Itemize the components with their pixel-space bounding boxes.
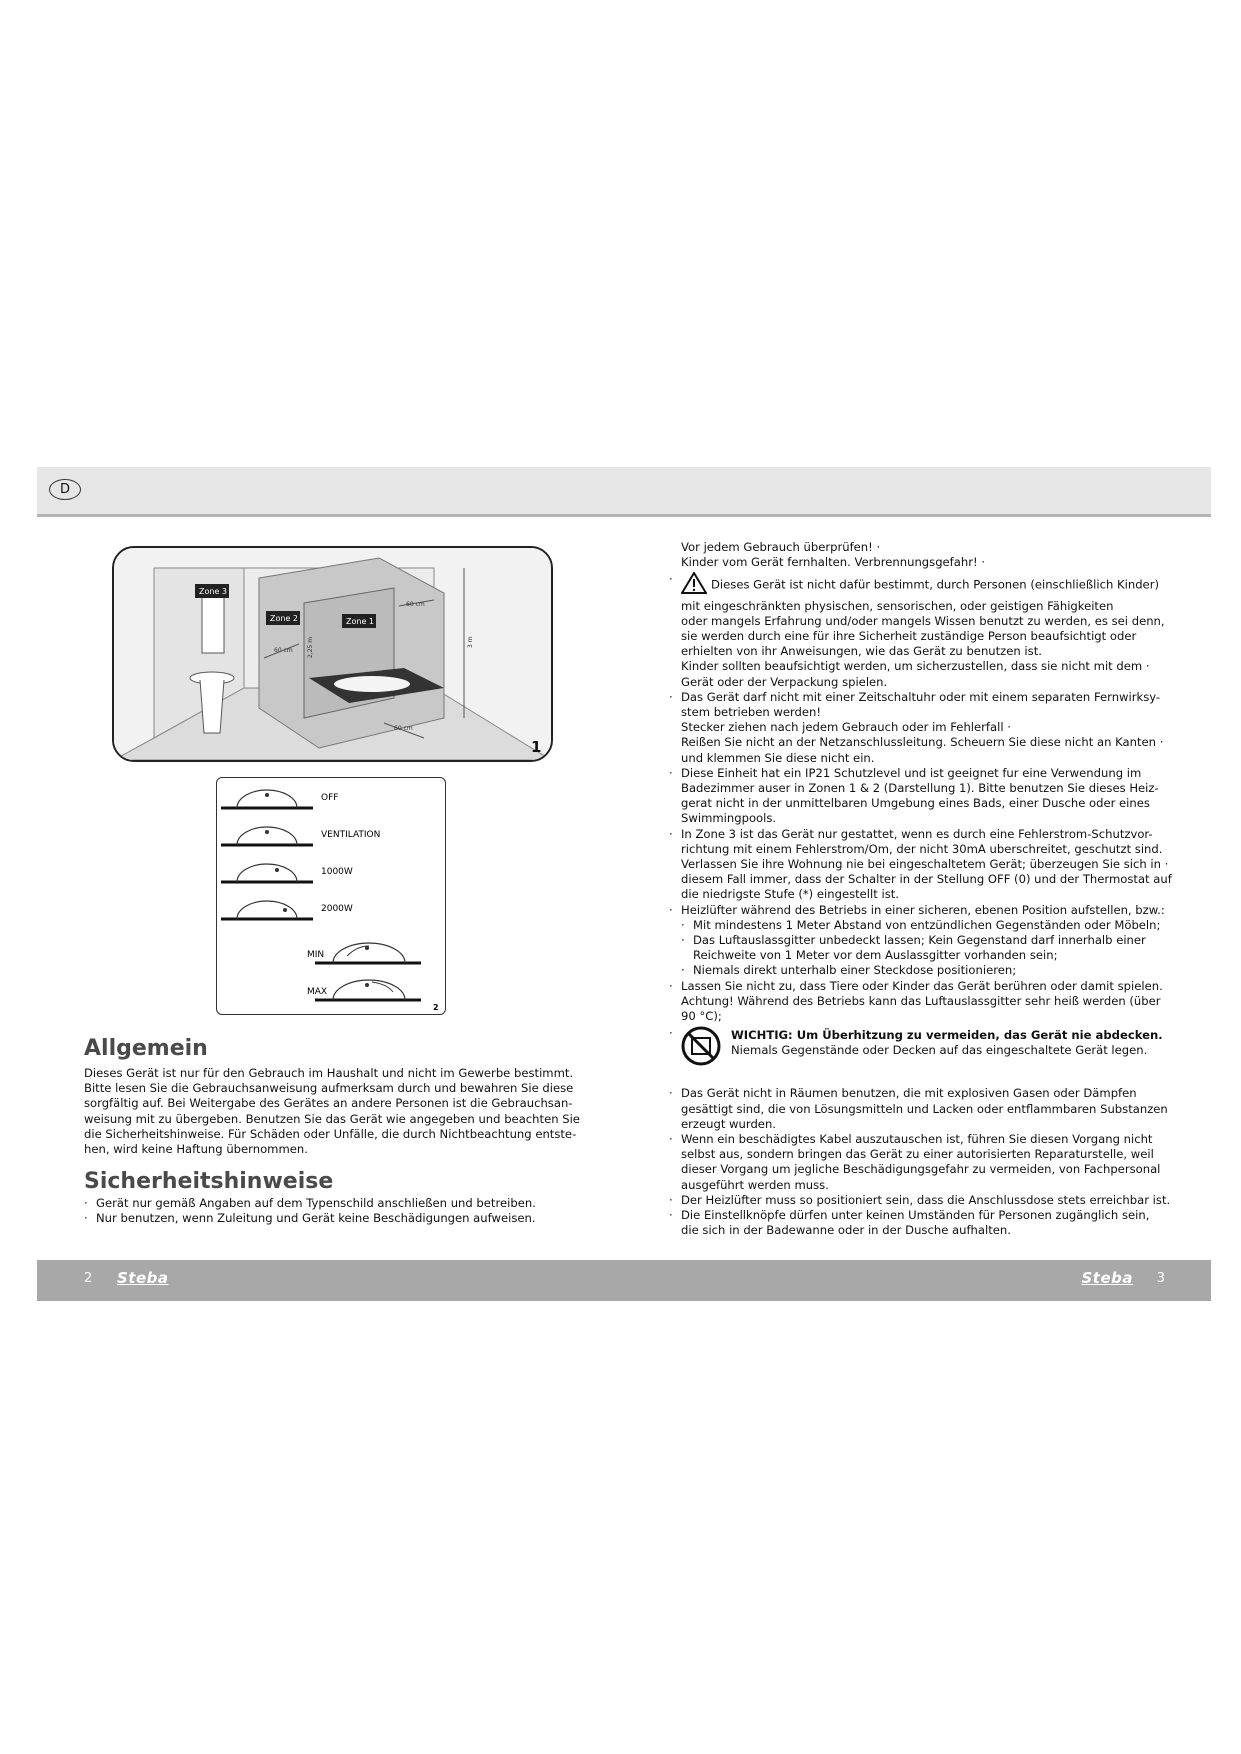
list-item: · Wenn ein beschädigtes Kabel auszutauschen ist, führen Sie diesen Vorgang nicht (669, 1131, 1153, 1146)
warning-paragraph: · Dieses Gerät ist nicht dafür bestimmt, durch Personen (einschließlich Kinder) (669, 572, 1189, 598)
list-item: · Lassen Sie nicht zu, dass Tiere oder Kinder das Gerät berühren oder damit spielen. (669, 978, 1163, 993)
list-item: · Gerät nur gemäß Angaben auf dem Typenschild anschließen und betreiben. (84, 1196, 536, 1211)
wichtig-block: · WICHTIG: Um Überhitzung zu vermeiden, das Gerät nie abdecken. Niemals Gegenstände oder Decken auf das eingeschaltete Gerät legen. (669, 1026, 1189, 1072)
allgemein-text: Dieses Gerät ist nur für den Gebrauch im Haushalt und nicht im Gewerbe bestimmt. Bitte lesen Sie die Gebrauchsanweisung aufmerksam durch und bewahren Sie diese sorgfältig auf. Bei Weitergabe des Gerätes an andere Personen ist die Gebrauchsan- weisung mit zu übergeben. Benutzen Sie das Gerät wie angegeben und beachten Sie die Sicherheitshinweise. Für Schäden oder Unfälle, die durch Nichtbeachtung entste- hen, wird keine Haftung übernommen. (84, 1066, 580, 1157)
zone2-label: Zone 2 (270, 614, 298, 623)
sicherheit-list (84, 1196, 536, 1226)
dial-illustration (217, 778, 445, 1014)
list-item: · Das Gerät nicht in Räumen benutzen, die mit explosiven Gasen oder Dämpfen (669, 1086, 1137, 1101)
sub-list-item: · Niemals direkt unterhalb einer Steckdose positionieren; (669, 963, 1189, 978)
label-min: MIN (307, 950, 325, 960)
dim-label: 2,25 m (307, 636, 314, 658)
sub-list-item: · Mit mindestens 1 Meter Abstand von entzündlichen Gegenständen oder Möbeln; (669, 918, 1189, 933)
list-item: · Der Heizlüfter muss so positioniert sein, dass die Anschlussdose stets erreichbar ist. (669, 1192, 1171, 1207)
dim-label: 3 m (467, 636, 474, 648)
right-column: Vor jedem Gebrauch überprüfen! · Kinder vom Gerät fernhalten. Verbrennungsgefahr! · · Dieses Gerät ist nicht dafür bestimmt, durch Personen (einschließlich Kinder) mit eingeschränkten physischen, sensorischen, oder geistigen Fähigkeiten oder mangels Erfahrung und/oder mangels Wissen benutzt zu werden, es sei denn, sie werden durch eine für ihre Sicherheit zuständige Person beaufsichtigt oder erhielten von ihr Anweisungen, wie das Gerät zu benutzen ist. Kinder sollten beaufsichtigt werden, um sicherzustellen, dass sie nicht mit dem · Gerät oder der Verpackung spielen. · Das Gerät darf nicht mit einer Zeitschaltuhr oder mit einem separaten Fernwirksy- stem betrieben werden! Stecker ziehen nach jedem Gebrauch oder im Fehlerfall · Reißen Sie nicht an der Netzanschlussleitung. Scheuern Sie diese nicht an Kanten · und klemmen Sie diese nicht ein. · Diese Einheit hat ein IP21 Schutzlevel und ist geeignet fur eine Verwendung im Badezimmer auser in Zonen 1 & 2 (Darstellung 1). Bitte benutzen Sie dieses Heiz- gerat nicht in der unmittelbaren Umgebung eines Bads, einer Dusche oder eines Swimmingpools. · In Zone 3 ist das Gerät nur gestattet, wenn es durch eine Fehlerstrom-Schutzvor- richtung mit einem Fehlerstrom/Om, der nicht 30mA uberschreitet, geschutzt sind. Verlassen Sie ihre Wohnung nie bei eingeschaltetem Gerät; überzeugen Sie sich in · diesem Fall immer, dass der Schalter in der Stellung OFF (0) und der Thermostat auf die niedrigste Stufe (*) eingestellt ist. · Heizlüfter während des Betriebs in einer sicheren, ebenen Position aufstellen, bzw.: · Mit mindestens 1 Meter Abstand von entzündlichen Gegenständen oder Möbeln; · Das Luftauslassgitter unbedeckt lassen; Kein Gegenstand darf innerhalb einer Reichweite von 1 Meter vor dem Auslassgitter vorhanden sein; · Niemals direkt unterhalb einer Steckdose positionieren; · Lassen Sie nicht zu, dass Tiere oder Kinder das Gerät berühren oder damit spielen. Achtung! Während des Betriebs kann das Luftauslassgitter sehr heiß werden (über 90 °C); · WICHTIG: Um Überhitzung zu vermeiden, das Gerät nie abdecken. Niemals Gegenstände oder Decken auf das eingeschaltete Gerät legen. · Das Gerät nicht in Räumen benutzen, die mit explosiven Gasen oder Dämpfen gesättigt sind, die von Lösungsmitteln und Lacken oder entflammbaren Substanzen erzeugt wurden. · Wenn ein beschädigtes Kabel auszutauschen ist, führen Sie diesen Vorgang nicht selbst aus, sondern bringen das Gerät zu einer autorisierten Reparaturstelle, weil dieser Vorgang um jegliche Beschädigungsgefahr zu vermeiden, von Fachpersonal ausgeführt werden muss. · Der Heizlüfter muss so positioniert sein, dass die Anschlussdose stets erreichbar ist. · Die Einstellknöpfe dürfen unter keinen Umständen für Personen zugänglich sein, die sich in der Badewanne oder in der Dusche aufhalten. (669, 540, 1189, 1238)
header-bar (37, 467, 1211, 517)
section-title-allgemein: Allgemein (84, 1036, 208, 1061)
list-item: · Heizlüfter während des Betriebs in einer sicheren, ebenen Position aufstellen, bzw.: (669, 902, 1165, 917)
brand-logo-left: Steba (117, 1269, 169, 1287)
figure-number: 2 (433, 1003, 439, 1012)
dim-label: 60 cm (394, 725, 413, 732)
dim-label: 60 cm (406, 601, 425, 608)
zone3-label: Zone 3 (199, 587, 227, 596)
bathroom-illustration (114, 548, 551, 760)
dial-2000w (221, 901, 313, 919)
list-item: · In Zone 3 ist das Gerät nur gestattet, wenn es durch eine Fehlerstrom-Schutzvor- (669, 826, 1153, 841)
list-item: · Nur benutzen, wenn Zuleitung und Gerät keine Beschädigungen aufweisen. (84, 1211, 536, 1226)
footer-bar (37, 1260, 1211, 1301)
dim-label: 60 cm (274, 647, 293, 654)
label-1000w: 1000W (321, 867, 353, 877)
label-off: OFF (321, 793, 339, 803)
dial-max (315, 980, 421, 1000)
page-number-left: 2 (84, 1271, 93, 1286)
figure-bathroom-zones (112, 546, 553, 762)
figure-dial-settings (216, 777, 446, 1015)
wichtig-heading: WICHTIG: Um Überhitzung zu vermeiden, das Gerät nie abdecken. (731, 1028, 1163, 1043)
section-title-sicherheitshinweise: Sicherheitshinweise (84, 1169, 334, 1194)
label-ventilation: VENTILATION (321, 830, 381, 840)
figure-number: 1 (531, 738, 542, 756)
sub-list-item: · Das Luftauslassgitter unbedeckt lassen; Kein Gegenstand darf innerhalb einer (669, 933, 1189, 948)
dial-off (221, 790, 313, 808)
warning-triangle-icon (681, 572, 707, 598)
list-item: · Das Gerät darf nicht mit einer Zeitschaltuhr oder mit einem separaten Fernwirksy- (669, 689, 1161, 704)
dial-min (315, 943, 421, 963)
dial-ventilation (221, 827, 313, 845)
text-line: Kinder vom Gerät fernhalten. Verbrennungsgefahr! · (681, 555, 986, 570)
page-number-right: 3 (1156, 1271, 1165, 1286)
brand-logo-right: Steba (1081, 1269, 1133, 1287)
label-2000w: 2000W (321, 904, 353, 914)
zone1-label: Zone 1 (346, 617, 374, 626)
label-max: MAX (307, 987, 328, 997)
wichtig-text: Niemals Gegenstände oder Decken auf das eingeschaltete Gerät legen. (731, 1043, 1148, 1058)
dial-1000w (221, 864, 313, 882)
no-cover-icon (681, 1026, 721, 1070)
list-item: · Die Einstellknöpfe dürfen unter keinen Umständen für Personen zugänglich sein, (669, 1207, 1150, 1222)
language-badge: D (49, 479, 81, 500)
list-item: · Diese Einheit hat ein IP21 Schutzlevel und ist geeignet fur eine Verwendung im (669, 765, 1142, 780)
text-line: Vor jedem Gebrauch überprüfen! · (681, 540, 881, 554)
